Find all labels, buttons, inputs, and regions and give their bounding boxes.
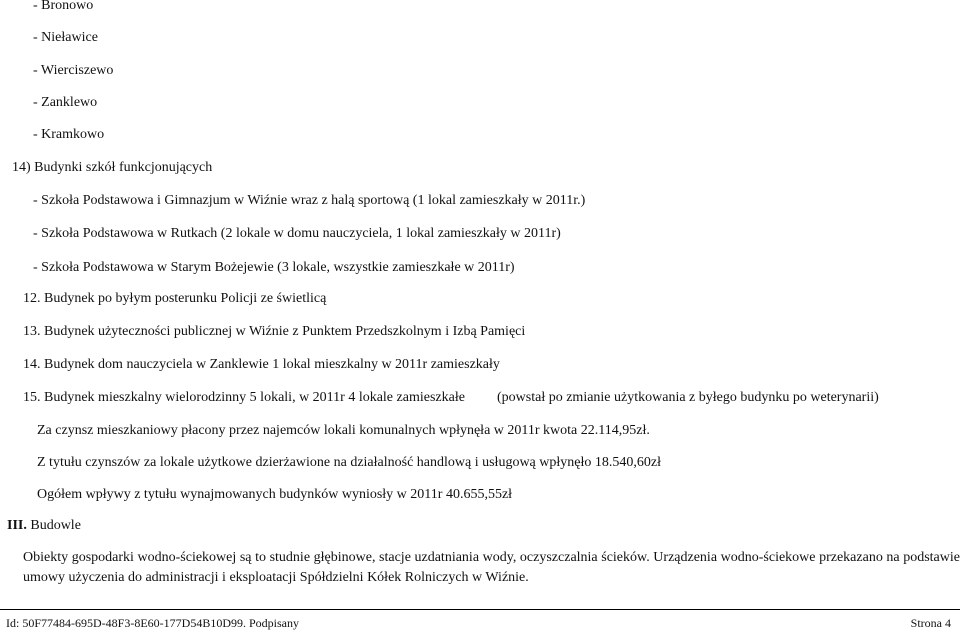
- section-heading: [7, 517, 81, 534]
- footer-document-id: Id: 50F77484-695D-48F3-8E60-177D54B10D99. Podpisany: [6, 616, 299, 630]
- item-14: 14. Budynek dom nauczyciela w Zanklewie 1 lokal mieszkalny w 2011r zamieszkały: [23, 357, 500, 372]
- school-item-rutki: - Szkoła Podstawowa w Rutkach (2 lokale w domu nauczyciela, 1 lokal zamieszkały w 2011r): [33, 226, 561, 241]
- section-numeral: III.: [7, 518, 27, 533]
- item-15-note: (powstał po zmianie użytkowania z byłego budynku po weterynarii): [497, 390, 879, 405]
- heading-school-buildings: 14) Budynki szkół funkcjonujących: [12, 160, 213, 175]
- total-income-line: Ogółem wpływy z tytułu wynajmowanych budynków wyniosły w 2011r 40.655,55zł: [37, 487, 513, 502]
- item-12: 12. Budynek po byłym posterunku Policji ze świetlicą: [23, 291, 327, 306]
- paragraph-water-facilities: Obiekty gospodarki wodno-ściekowej są to studnie głębinowe, stacje uzdatniania wody, oczyszczalnia ścieków. Urządzenia wodno-ściekowe przekazano na podstawie umowy użyczenia do administracji i eksploatacji Spółdzielni Kółek Rolniczych w Wiźnie.: [23, 550, 960, 585]
- item-15: 15. Budynek mieszkalny wielorodzinny 5 lokali, w 2011r 4 lokale zamieszkałe: [23, 390, 465, 405]
- list-item-wierciszewo: - Wierciszewo: [33, 63, 114, 78]
- list-item-kramkowo: - Kramkowo: [33, 127, 105, 142]
- school-item-wizna: - Szkoła Podstawowa i Gimnazjum w Wiźnie wraz z halą sportową (1 lokal zamieszkały w 2011r.): [33, 193, 586, 208]
- school-item-stare-bozejewo: - Szkoła Podstawowa w Starym Bożejewie (3 lokale, wszystkie zamieszkałe w 2011r): [33, 260, 515, 275]
- section-title: Budowle: [30, 518, 81, 533]
- commercial-rent-line: Z tytułu czynszów za lokale użytkowe dzierżawione na działalność handlową i usługową wpłynęło 18.540,60zł: [37, 455, 661, 470]
- list-item-nielawice: - Nieławice: [33, 30, 98, 45]
- footer-page-number: Strona 4: [910, 616, 951, 630]
- footer-divider: [0, 609, 960, 610]
- item-13: 13. Budynek użyteczności publicznej w Wiźnie z Punktem Przedszkolnym i Izbą Pamięci: [23, 324, 526, 339]
- list-item-zanklewo: - Zanklewo: [33, 95, 98, 110]
- rent-income-line: Za czynsz mieszkaniowy płacony przez najemców lokali komunalnych wpłynęła w 2011r kwota 22.114,95zł.: [37, 423, 650, 438]
- list-item-bronowo: - Bronowo: [33, 0, 94, 13]
